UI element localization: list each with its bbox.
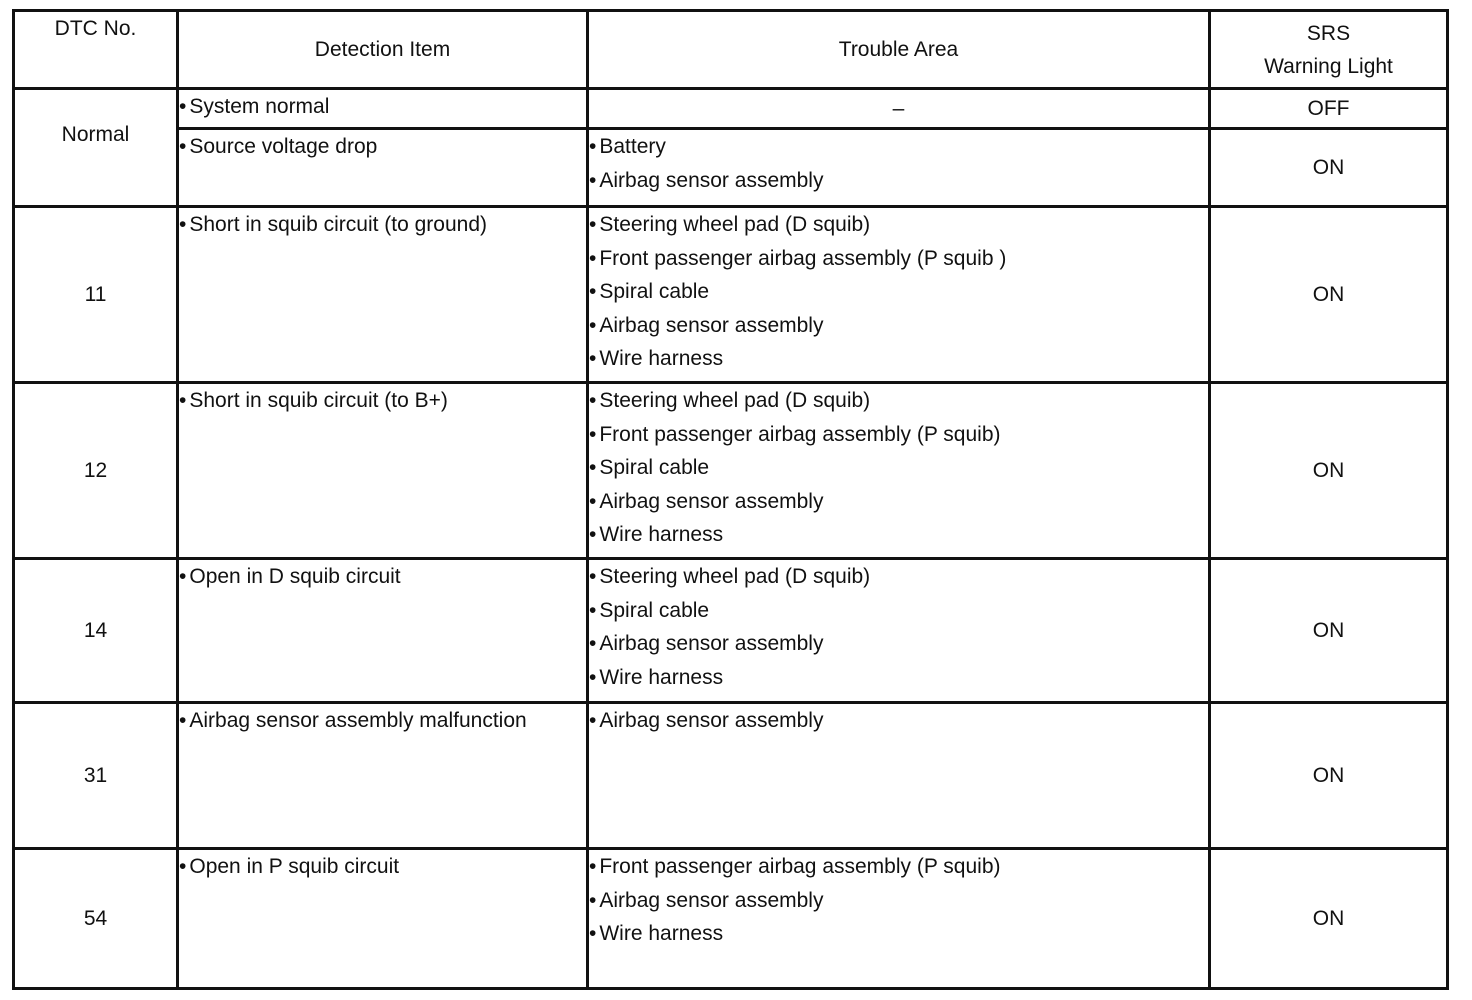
- dtc-table-page: [12, 9, 1448, 994]
- list-item: • Spiral cable: [589, 451, 1208, 485]
- warning-light-cell: ON: [1210, 849, 1448, 989]
- list-item: • Airbag sensor assembly malfunction: [179, 704, 586, 738]
- detection-cell: [178, 703, 588, 849]
- list-item: • Wire harness: [589, 518, 1208, 552]
- dtc-table: [12, 9, 1449, 990]
- header-srs-warning-light: [1210, 11, 1448, 89]
- trouble-area-cell: [588, 703, 1210, 849]
- list-item: • Steering wheel pad (D squib): [589, 560, 1208, 594]
- list-item: • Battery: [589, 130, 1208, 164]
- trouble-area-cell: [588, 129, 1210, 207]
- dtc-cell-14: 14: [14, 559, 178, 703]
- header-srs-line2: Warning Light: [1264, 54, 1393, 78]
- trouble-area-cell: –: [588, 89, 1210, 129]
- trouble-area-cell: [588, 383, 1210, 559]
- list-item: • Source voltage drop: [179, 130, 586, 164]
- list-item: • Airbag sensor assembly: [589, 309, 1208, 343]
- list-item: • Open in P squib circuit: [179, 850, 586, 884]
- detection-cell: [178, 559, 588, 703]
- warning-light-cell: ON: [1210, 559, 1448, 703]
- table-row-11: [14, 207, 1448, 383]
- trouble-area-cell: [588, 207, 1210, 383]
- detection-cell: [178, 383, 588, 559]
- list-item: • Airbag sensor assembly: [589, 164, 1208, 198]
- warning-light-cell: ON: [1210, 129, 1448, 207]
- warning-light-cell: ON: [1210, 703, 1448, 849]
- detection-cell: [178, 207, 588, 383]
- detection-cell: [178, 89, 588, 129]
- trouble-area-cell: [588, 849, 1210, 989]
- header-trouble-area: Trouble Area: [588, 11, 1210, 89]
- warning-light-cell: ON: [1210, 207, 1448, 383]
- table-row-12: [14, 383, 1448, 559]
- warning-light-cell: ON: [1210, 383, 1448, 559]
- list-item: • Wire harness: [589, 917, 1208, 951]
- list-item: • Airbag sensor assembly: [589, 627, 1208, 661]
- list-item: • Front passenger airbag assembly (P squib): [589, 418, 1208, 452]
- dtc-cell-11: 11: [14, 207, 178, 383]
- table-row-31: [14, 703, 1448, 849]
- list-item: • Wire harness: [589, 661, 1208, 695]
- dtc-cell-54: 54: [14, 849, 178, 989]
- header-dtc-no: DTC No.: [14, 11, 178, 89]
- trouble-area-cell: [588, 559, 1210, 703]
- list-item: • Spiral cable: [589, 275, 1208, 309]
- detection-cell: [178, 849, 588, 989]
- header-detection-item: Detection Item: [178, 11, 588, 89]
- list-item: • Airbag sensor assembly: [589, 884, 1208, 918]
- detection-cell: [178, 129, 588, 207]
- list-item: • Steering wheel pad (D squib): [589, 208, 1208, 242]
- table-header-row: [14, 11, 1448, 89]
- list-item: • Open in D squib circuit: [179, 560, 586, 594]
- list-item: • Short in squib circuit (to ground): [179, 208, 586, 242]
- table-row-normal-b: [14, 129, 1448, 207]
- list-item: • Spiral cable: [589, 594, 1208, 628]
- list-item: • Wire harness: [589, 342, 1208, 376]
- dtc-cell-31: 31: [14, 703, 178, 849]
- header-srs-line1: SRS: [1306, 21, 1351, 45]
- list-item: • Short in squib circuit (to B+): [179, 384, 586, 418]
- table-row-14: [14, 559, 1448, 703]
- dtc-cell-12: 12: [14, 383, 178, 559]
- list-item: • Front passenger airbag assembly (P squib): [589, 850, 1208, 884]
- table-row-normal-a: [14, 89, 1448, 129]
- dtc-cell-normal: Normal: [14, 89, 178, 207]
- list-item: • System normal: [179, 90, 586, 124]
- list-item: • Airbag sensor assembly: [589, 485, 1208, 519]
- table-row-54: [14, 849, 1448, 989]
- list-item: • Airbag sensor assembly: [589, 704, 1208, 738]
- warning-light-cell: OFF: [1210, 89, 1448, 129]
- list-item: • Steering wheel pad (D squib): [589, 384, 1208, 418]
- list-item: • Front passenger airbag assembly (P squib ): [589, 242, 1208, 276]
